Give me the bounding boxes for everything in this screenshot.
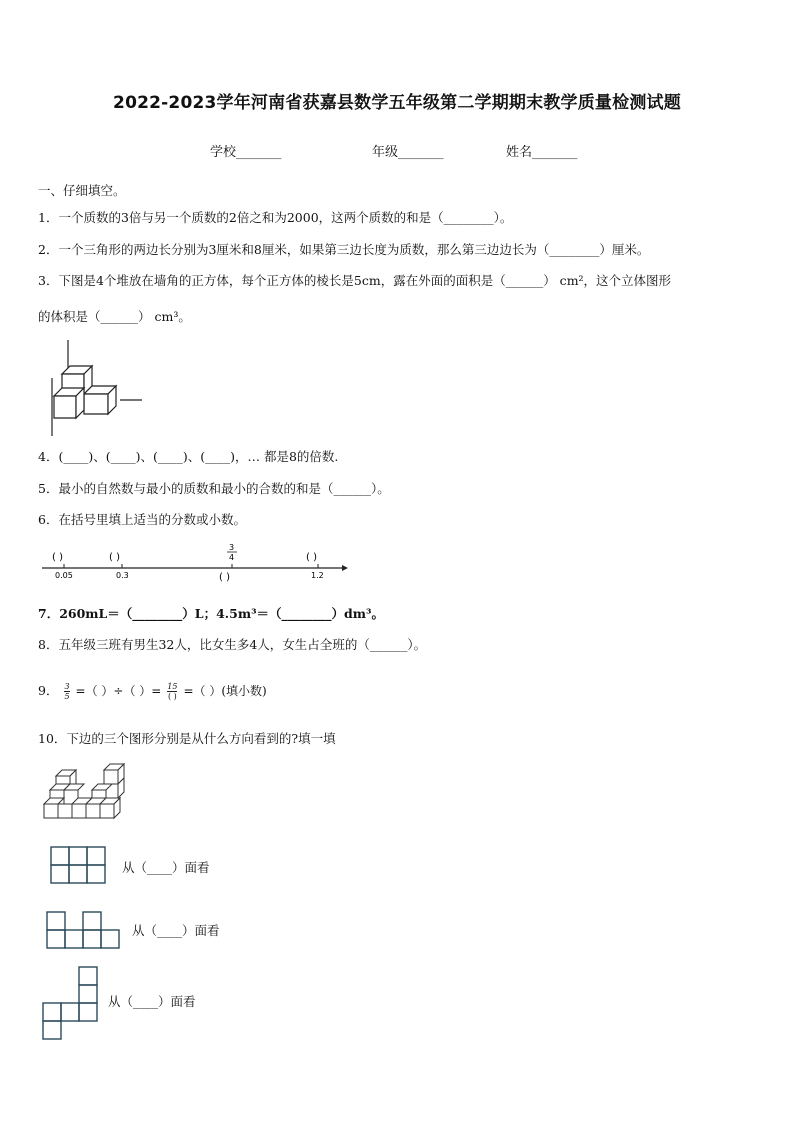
blank-label-1: ( ) <box>52 552 63 563</box>
name-field: 姓名_______ <box>506 145 578 160</box>
q9-fraction: $\frac{3}{5}$ <box>64 682 70 701</box>
question-3-line2: 的体积是（______） cm³。 <box>38 309 191 324</box>
question-2: 2．一个三角形的两边长分别为3厘米和8厘米，如果第三边长度为质数，那么第三边边长为（________）厘米。 <box>38 242 650 257</box>
question-7: 7．260mL＝（________）L；4.5m³＝（________）dm³。 <box>38 606 384 621</box>
blank-label-4: ( ) <box>219 572 230 583</box>
corner-cubes-figure <box>40 338 150 438</box>
number-line <box>38 540 358 588</box>
question-6: 6．在括号里填上适当的分数或小数。 <box>38 512 246 527</box>
blank-label-2: ( ) <box>109 552 120 563</box>
view-grid-2 <box>46 911 122 951</box>
fraction-numerator: 3 <box>229 543 235 552</box>
section-heading: 一、仔细填空。 <box>38 183 126 198</box>
q9-fraction-2: 15 ( ) <box>167 682 178 701</box>
question-4: 4．(____)、(____)、(____)、(____)，… 都是8的倍数. <box>38 449 339 464</box>
q9-suffix: =（ ）(填小数) <box>183 684 267 698</box>
question-5: 5．最小的自然数与最小的质数和最小的合数的和是（______）。 <box>38 481 390 496</box>
tick-label-0.05: 0.05 <box>55 571 73 580</box>
view-1-label: 从（____）面看 <box>122 860 210 875</box>
view-3-label: 从（____）面看 <box>108 994 196 1009</box>
q9-middle: =（ ）÷（ ）= <box>75 684 162 698</box>
block-structure-figure <box>42 762 132 826</box>
blank-label-3: ( ) <box>306 552 317 563</box>
question-10: 10．下边的三个图形分别是从什么方向看到的?填一填 <box>38 731 336 746</box>
view-grid-1 <box>50 846 108 886</box>
question-1: 1．一个质数的3倍与另一个质数的2倍之和为2000，这两个质数的和是（________）。 <box>38 210 513 225</box>
tick-label-0.3: 0.3 <box>116 571 129 580</box>
school-field: 学校_______ <box>210 145 282 160</box>
view-grid-3 <box>42 966 102 1040</box>
question-8: 8．五年级三班有男生32人，比女生多4人，女生占全班的（______）。 <box>38 637 427 652</box>
q9-prefix: 9． <box>38 683 59 698</box>
page-title: 2022-2023学年河南省获嘉县数学五年级第二学期期末教学质量检测试题 <box>113 93 681 113</box>
grade-field: 年级_______ <box>372 145 444 160</box>
fraction-denominator: 4 <box>229 553 235 562</box>
view-2-label: 从（____）面看 <box>132 923 220 938</box>
question-9 <box>38 681 267 701</box>
tick-label-1.2: 1.2 <box>311 571 324 580</box>
question-3-line1: 3．下图是4个堆放在墙角的正方体，每个正方体的棱长是5cm，露在外面的面积是（______） cm²，这个立体图形 <box>38 273 672 288</box>
